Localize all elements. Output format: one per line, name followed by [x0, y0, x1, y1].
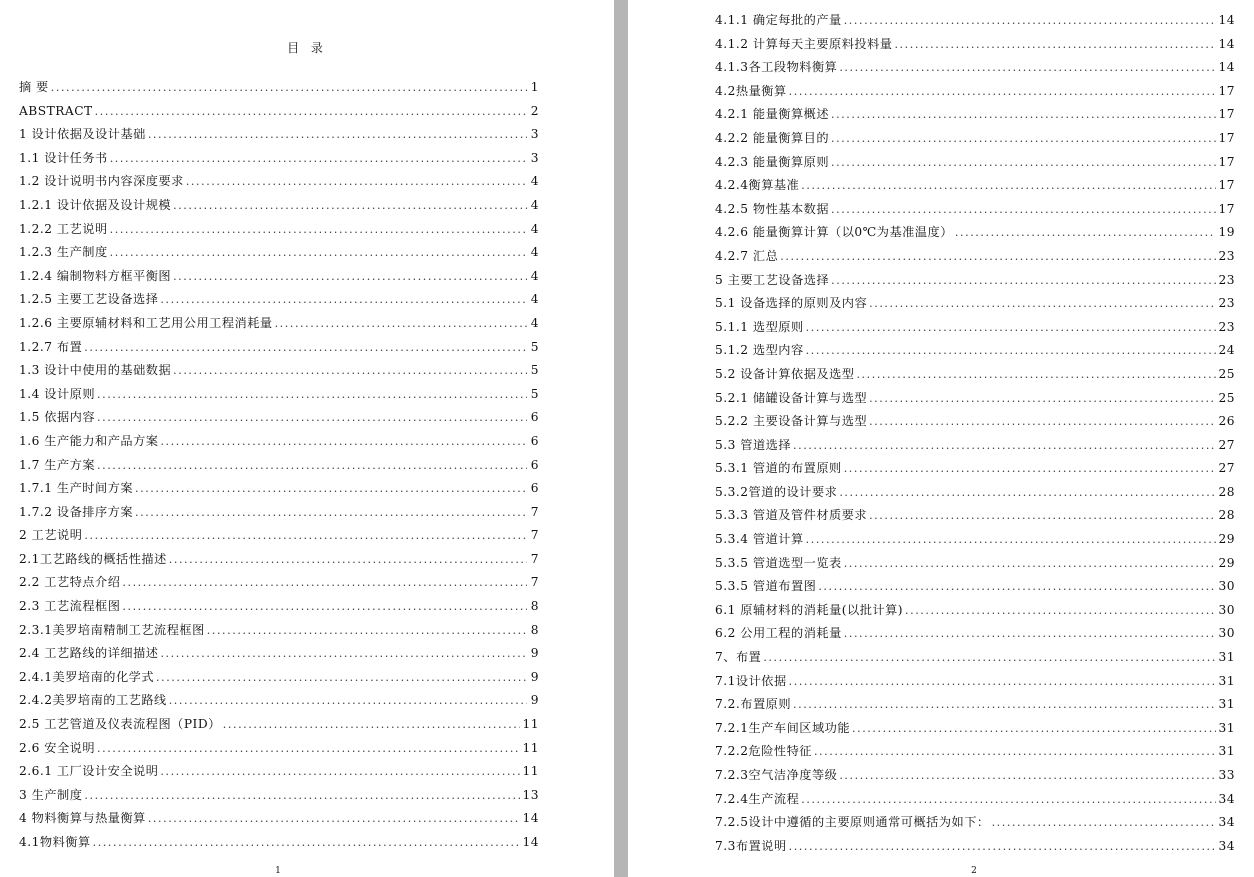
toc-entry[interactable]: [715, 504, 1235, 528]
toc-entry-page: 11: [522, 740, 539, 755]
dot-leader: [275, 312, 527, 336]
toc-entry-label: 2.6.1 工厂设计安全说明: [19, 764, 159, 779]
toc-entry[interactable]: [19, 548, 539, 572]
toc-entry-label: 4.2.6 能量衡算计算（以0℃为基准温度）: [715, 225, 953, 240]
toc-entry-page: 9: [530, 646, 539, 661]
toc-entry-label: 1.2.1 设计依据及设计规模: [19, 197, 172, 212]
toc-entry-label: 5.3.5 管道布置图: [715, 579, 817, 594]
toc-entry-label: 5.1.2 选型内容: [715, 343, 804, 358]
toc-entry-label: 6.1 原辅材料的消耗量(以批计算): [715, 602, 904, 617]
dot-leader: [780, 245, 1216, 269]
toc-entry-page: 31: [1218, 697, 1235, 712]
dot-leader: [97, 383, 527, 407]
toc-entry-page: 7: [530, 504, 539, 519]
dot-leader: [169, 689, 527, 713]
toc-entry[interactable]: [19, 689, 539, 713]
toc-entry[interactable]: [715, 528, 1235, 552]
toc-entry[interactable]: [715, 245, 1235, 269]
toc-entry[interactable]: [715, 646, 1235, 670]
toc-entry-page: 4: [530, 315, 539, 330]
document-page-1: [0, 0, 614, 877]
toc-entry-label: 6.2 公用工程的消耗量: [715, 626, 842, 641]
dot-leader: [160, 642, 527, 666]
toc-entry[interactable]: [715, 103, 1235, 127]
dot-leader: [93, 831, 521, 855]
toc-entry-label: 5.3.5 管道选型一览表: [715, 555, 842, 570]
toc-entry-page: 17: [1218, 83, 1235, 98]
toc-entry-page: 6: [530, 410, 539, 425]
toc-entry[interactable]: [19, 807, 539, 831]
toc-entry[interactable]: [19, 642, 539, 666]
toc-entry-page: 4: [530, 268, 539, 283]
toc-entry-page: 7: [530, 551, 539, 566]
toc-entry[interactable]: [715, 622, 1235, 646]
toc-entry[interactable]: [19, 501, 539, 525]
dot-leader: [122, 571, 527, 595]
toc-entry[interactable]: [715, 410, 1235, 434]
dot-leader: [793, 693, 1216, 717]
toc-entry-page: 34: [1218, 815, 1235, 830]
toc-entry-page: 23: [1218, 272, 1235, 287]
toc-entry[interactable]: [715, 811, 1235, 835]
toc-entry-label: 2.2 工艺特点介绍: [19, 575, 121, 590]
toc-entry-label: 1.5 依据内容: [19, 410, 96, 425]
toc-entry[interactable]: [19, 123, 539, 147]
dot-leader: [793, 434, 1216, 458]
toc-entry[interactable]: [19, 100, 539, 124]
toc-entry-label: 1.2.5 主要工艺设备选择: [19, 292, 159, 307]
page-number: 1: [275, 866, 281, 876]
dot-leader: [156, 666, 527, 690]
toc-entry-label: 2.3 工艺流程框图: [19, 599, 121, 614]
toc-entry-label: 5.3.2管道的设计要求: [715, 484, 838, 499]
toc-entry[interactable]: [19, 784, 539, 808]
toc-entry-label: 4.1物料衡算: [19, 835, 91, 849]
toc-entry-page: 19: [1218, 225, 1235, 240]
toc-entry-page: 31: [1218, 673, 1235, 688]
toc-entry-page: 25: [1218, 390, 1235, 405]
dot-leader: [894, 33, 1216, 57]
toc-entry[interactable]: [715, 221, 1235, 245]
dot-leader: [806, 528, 1217, 552]
dot-leader: [97, 454, 527, 478]
toc-entry-label: 5.1 设备选择的原则及内容: [715, 296, 868, 311]
toc-entry[interactable]: [19, 170, 539, 194]
toc-entry-label: 4.2.2 能量衡算目的: [715, 130, 830, 145]
dot-leader: [160, 430, 527, 454]
dot-leader: [801, 788, 1216, 812]
dot-leader: [844, 622, 1217, 646]
toc-entry[interactable]: [715, 316, 1235, 340]
toc-entry-label: 7.2.3空气洁净度等级: [715, 768, 838, 782]
toc-entry-label: 5.2 设备计算依据及选型: [715, 366, 855, 381]
toc-entry[interactable]: [19, 147, 539, 171]
toc-entry-page: 31: [1218, 720, 1235, 735]
toc-entry-page: 6: [530, 481, 539, 496]
toc-entry-label: 2.4.2美罗培南的工艺路线: [19, 693, 167, 708]
toc-entry-page: 25: [1218, 366, 1235, 381]
toc-entry[interactable]: [19, 760, 539, 784]
toc-entry-page: 34: [1218, 838, 1235, 853]
toc-entry-label: 4.1.3各工段物料衡算: [715, 60, 838, 75]
toc-entry-label: 4.2.5 物性基本数据: [715, 201, 830, 216]
toc-entry-label: 1.1 设计任务书: [19, 150, 108, 165]
toc-entry-label: ABSTRACT: [19, 103, 93, 118]
toc-entry-page: 28: [1218, 484, 1235, 499]
toc-entry-page: 3: [530, 127, 539, 142]
toc-entry-label: 1.4 设计原则: [19, 386, 96, 401]
toc-entry-label: 5.2.1 储罐设备计算与选型: [715, 390, 868, 405]
toc-entry-page: 23: [1218, 296, 1235, 311]
toc-entry[interactable]: [19, 831, 539, 855]
toc-entry-label: 2.1工艺路线的概括性描述: [19, 551, 167, 566]
dot-leader: [789, 670, 1217, 694]
dot-leader: [992, 811, 1217, 835]
toc-entry[interactable]: [19, 265, 539, 289]
toc-entry-page: 8: [530, 599, 539, 614]
page-number: 2: [971, 866, 977, 876]
page-gap: [614, 0, 628, 877]
dot-leader: [869, 292, 1216, 316]
dot-leader: [789, 80, 1217, 104]
toc-entry[interactable]: [715, 457, 1235, 481]
toc-entry[interactable]: [715, 599, 1235, 623]
toc-entry[interactable]: [19, 571, 539, 595]
toc-entry[interactable]: [715, 835, 1235, 859]
toc-entry[interactable]: [19, 595, 539, 619]
toc-entry-page: 23: [1218, 248, 1235, 263]
toc-entry-page: 13: [522, 787, 539, 802]
toc-entry-label: 1.2.7 布置: [19, 339, 83, 354]
dot-leader: [818, 575, 1216, 599]
dot-leader: [110, 241, 527, 265]
dot-leader: [831, 103, 1216, 127]
toc-entry-page: 7: [530, 528, 539, 543]
toc-entry-label: 5.3.4 管道计算: [715, 532, 804, 547]
toc-entry-label: 1.2.6 主要原辅材料和工艺用公用工程消耗量: [19, 315, 273, 330]
dot-leader: [814, 740, 1217, 764]
dot-leader: [839, 56, 1216, 80]
toc-entry-page: 14: [1218, 13, 1235, 27]
toc-entry[interactable]: [715, 151, 1235, 175]
toc-entry[interactable]: [19, 619, 539, 643]
toc-entry-page: 23: [1218, 319, 1235, 334]
toc-entry-label: 7.3布置说明: [715, 838, 787, 853]
toc-entry-label: 7.2.4生产流程: [715, 791, 800, 806]
toc-title: 目 录: [287, 41, 327, 55]
toc-entry[interactable]: [715, 788, 1235, 812]
dot-leader: [173, 194, 527, 218]
toc-entry-page: 2: [530, 103, 539, 118]
toc-entry-label: 5.3 管道选择: [715, 437, 792, 452]
dot-leader: [173, 359, 527, 383]
toc-entry[interactable]: [715, 670, 1235, 694]
toc-entry-page: 5: [530, 386, 539, 401]
dot-leader: [160, 288, 527, 312]
toc-entry-label: 7.1设计依据: [715, 673, 787, 688]
dot-leader: [852, 717, 1216, 741]
toc-entry-page: 5: [530, 339, 539, 354]
toc-entry[interactable]: [715, 9, 1235, 33]
toc-entry-label: 7.2.5设计中遵循的主要原则通常可概括为如下：: [715, 815, 990, 830]
toc-entry-page: 31: [1218, 744, 1235, 759]
toc-entry[interactable]: [715, 339, 1235, 363]
dot-leader: [905, 599, 1216, 623]
toc-entry[interactable]: [19, 477, 539, 501]
toc-entry-page: 14: [522, 811, 539, 826]
toc-entry-label: 1.2.4 编制物料方框平衡图: [19, 268, 172, 283]
dot-leader: [844, 552, 1217, 576]
toc-entry-label: 4.2.1 能量衡算概述: [715, 107, 830, 122]
toc-entry-label: 7、布置: [715, 650, 762, 665]
dot-leader: [135, 501, 527, 525]
dot-leader: [160, 760, 520, 784]
toc-entry-page: 26: [1218, 414, 1235, 429]
toc-entry-page: 4: [530, 174, 539, 189]
toc-entry[interactable]: [19, 666, 539, 690]
toc-entry-label: 4.2.3 能量衡算原则: [715, 154, 830, 169]
toc-entry-page: 4: [530, 197, 539, 212]
toc-entry[interactable]: [715, 198, 1235, 222]
toc-entry-label: 1.7.2 设备排序方案: [19, 504, 134, 519]
toc-entry-label: 1.7.1 生产时间方案: [19, 481, 134, 496]
toc-entry[interactable]: [715, 174, 1235, 198]
toc-entry-label: 2.3.1美罗培南精制工艺流程框图: [19, 622, 205, 637]
dot-leader: [169, 548, 527, 572]
dot-leader: [806, 316, 1217, 340]
toc-entry[interactable]: [19, 454, 539, 478]
dot-leader: [844, 9, 1217, 33]
toc-list-right: [715, 9, 1235, 858]
toc-entry-page: 14: [1218, 60, 1235, 75]
toc-entry-label: 1.3 设计中使用的基础数据: [19, 363, 172, 378]
dot-leader: [839, 481, 1216, 505]
toc-list-left: [19, 76, 539, 855]
toc-entry[interactable]: [19, 737, 539, 761]
toc-entry-label: 1.2.3 生产制度: [19, 245, 108, 260]
dot-leader: [135, 477, 527, 501]
toc-entry-page: 30: [1218, 626, 1235, 641]
toc-entry-page: 14: [522, 835, 539, 849]
dot-leader: [869, 410, 1216, 434]
toc-entry-page: 27: [1218, 461, 1235, 476]
toc-entry-label: 7.2.布置原则: [715, 697, 792, 712]
toc-entry-page: 5: [530, 363, 539, 378]
toc-entry-label: 1.2.2 工艺说明: [19, 221, 108, 236]
toc-entry[interactable]: [19, 383, 539, 407]
toc-entry-page: 17: [1218, 107, 1235, 122]
toc-entry[interactable]: [715, 363, 1235, 387]
toc-entry-page: 30: [1218, 579, 1235, 594]
toc-entry-page: 4: [530, 245, 539, 260]
toc-entry[interactable]: [19, 76, 539, 100]
dot-leader: [148, 123, 527, 147]
toc-entry-label: 4 物料衡算与热量衡算: [19, 811, 146, 826]
toc-entry-label: 5.3.1 管道的布置原则: [715, 461, 842, 476]
dot-leader: [831, 269, 1216, 293]
toc-entry-label: 5.1.1 选型原则: [715, 319, 804, 334]
toc-entry-label: 5.3.3 管道及管件材质要求: [715, 508, 868, 523]
toc-entry-page: 30: [1218, 602, 1235, 617]
dot-leader: [110, 218, 527, 242]
dot-leader: [856, 363, 1216, 387]
toc-entry-page: 4: [530, 221, 539, 236]
toc-entry[interactable]: [715, 56, 1235, 80]
toc-entry-label: 4.2.7 汇总: [715, 248, 779, 263]
dot-leader: [831, 151, 1216, 175]
dot-leader: [844, 457, 1217, 481]
dot-leader: [186, 170, 527, 194]
dot-leader: [95, 100, 527, 124]
toc-entry[interactable]: [19, 312, 539, 336]
toc-entry[interactable]: [19, 359, 539, 383]
dot-leader: [831, 198, 1216, 222]
toc-entry-label: 4.1.1 确定每批的产量: [715, 13, 842, 27]
toc-entry-page: 6: [530, 433, 539, 448]
toc-entry[interactable]: [715, 764, 1235, 788]
dot-leader: [806, 339, 1217, 363]
toc-entry[interactable]: [715, 552, 1235, 576]
toc-entry-page: 3: [530, 150, 539, 165]
toc-entry[interactable]: [19, 194, 539, 218]
toc-entry[interactable]: [715, 127, 1235, 151]
dot-leader: [839, 764, 1216, 788]
toc-entry-page: 29: [1218, 532, 1235, 547]
dot-leader: [763, 646, 1216, 670]
toc-entry-page: 7: [530, 575, 539, 590]
toc-entry-page: 17: [1218, 201, 1235, 216]
toc-entry[interactable]: [19, 524, 539, 548]
toc-entry-label: 2.4.1美罗培南的化学式: [19, 669, 155, 684]
toc-entry-page: 9: [530, 669, 539, 684]
dot-leader: [207, 619, 527, 643]
toc-entry[interactable]: [19, 336, 539, 360]
toc-entry-label: 2 工艺说明: [19, 528, 83, 543]
toc-entry[interactable]: [19, 218, 539, 242]
toc-entry-label: 4.1.2 计算每天主要原料投料量: [715, 36, 893, 51]
toc-entry-label: 1 设计依据及设计基础: [19, 127, 146, 142]
toc-entry-page: 17: [1218, 178, 1235, 193]
dot-leader: [84, 524, 527, 548]
toc-entry-page: 8: [530, 622, 539, 637]
dot-leader: [148, 807, 521, 831]
toc-entry[interactable]: [715, 693, 1235, 717]
toc-entry-label: 2.6 安全说明: [19, 740, 96, 755]
toc-entry-page: 4: [530, 292, 539, 307]
toc-entry-page: 14: [1218, 36, 1235, 51]
toc-entry[interactable]: [715, 575, 1235, 599]
dot-leader: [51, 76, 527, 100]
toc-entry[interactable]: [19, 406, 539, 430]
toc-entry-page: 28: [1218, 508, 1235, 523]
dot-leader: [869, 387, 1216, 411]
toc-entry-page: 31: [1218, 650, 1235, 665]
toc-entry-label: 7.2.2危险性特征: [715, 744, 812, 759]
toc-entry-page: 9: [530, 693, 539, 708]
toc-entry[interactable]: [715, 33, 1235, 57]
toc-entry[interactable]: [715, 292, 1235, 316]
toc-entry-label: 4.2.4衡算基准: [715, 178, 800, 193]
document-page-2: [628, 0, 1254, 877]
toc-entry-page: 11: [522, 764, 539, 779]
dot-leader: [223, 713, 521, 737]
toc-entry-page: 27: [1218, 437, 1235, 452]
toc-entry[interactable]: [19, 288, 539, 312]
toc-entry[interactable]: [715, 740, 1235, 764]
toc-entry[interactable]: [19, 430, 539, 454]
toc-entry-label: 3 生产制度: [19, 787, 83, 802]
toc-entry-page: 6: [530, 457, 539, 472]
toc-entry[interactable]: [19, 713, 539, 737]
toc-entry-page: 17: [1218, 130, 1235, 145]
toc-entry-label: 1.7 生产方案: [19, 457, 96, 472]
dot-leader: [789, 835, 1217, 859]
toc-entry-label: 4.2热量衡算: [715, 83, 787, 98]
toc-entry-label: 2.5 工艺管道及仪表流程图（PID）: [19, 717, 221, 732]
toc-entry-page: 17: [1218, 154, 1235, 169]
dot-leader: [97, 737, 520, 761]
toc-entry[interactable]: [715, 434, 1235, 458]
dot-leader: [84, 336, 527, 360]
toc-entry-page: 33: [1218, 768, 1235, 782]
toc-entry-label: 1.6 生产能力和产品方案: [19, 433, 159, 448]
toc-entry-label: 5.2.2 主要设备计算与选型: [715, 414, 868, 429]
toc-entry[interactable]: [715, 80, 1235, 104]
dot-leader: [84, 784, 520, 808]
toc-entry-label: 2.4 工艺路线的详细描述: [19, 646, 159, 661]
toc-entry-label: 摘 要: [19, 80, 49, 94]
dot-leader: [110, 147, 527, 171]
toc-entry-label: 5 主要工艺设备选择: [715, 272, 830, 287]
dot-leader: [173, 265, 527, 289]
toc-entry-label: 1.2 设计说明书内容深度要求: [19, 174, 184, 189]
toc-entry[interactable]: [19, 241, 539, 265]
dot-leader: [122, 595, 527, 619]
toc-entry-label: 7.2.1生产车间区域功能: [715, 720, 851, 735]
toc-entry[interactable]: [715, 481, 1235, 505]
toc-entry-page: 1: [530, 80, 539, 94]
toc-entry[interactable]: [715, 269, 1235, 293]
dot-leader: [869, 504, 1216, 528]
dot-leader: [801, 174, 1216, 198]
dot-leader: [955, 221, 1217, 245]
toc-entry-page: 24: [1218, 343, 1235, 358]
toc-entry-page: 34: [1218, 791, 1235, 806]
toc-entry-page: 11: [522, 717, 539, 732]
toc-entry[interactable]: [715, 387, 1235, 411]
toc-entry-page: 29: [1218, 555, 1235, 570]
dot-leader: [831, 127, 1216, 151]
toc-entry[interactable]: [715, 717, 1235, 741]
dot-leader: [97, 406, 527, 430]
